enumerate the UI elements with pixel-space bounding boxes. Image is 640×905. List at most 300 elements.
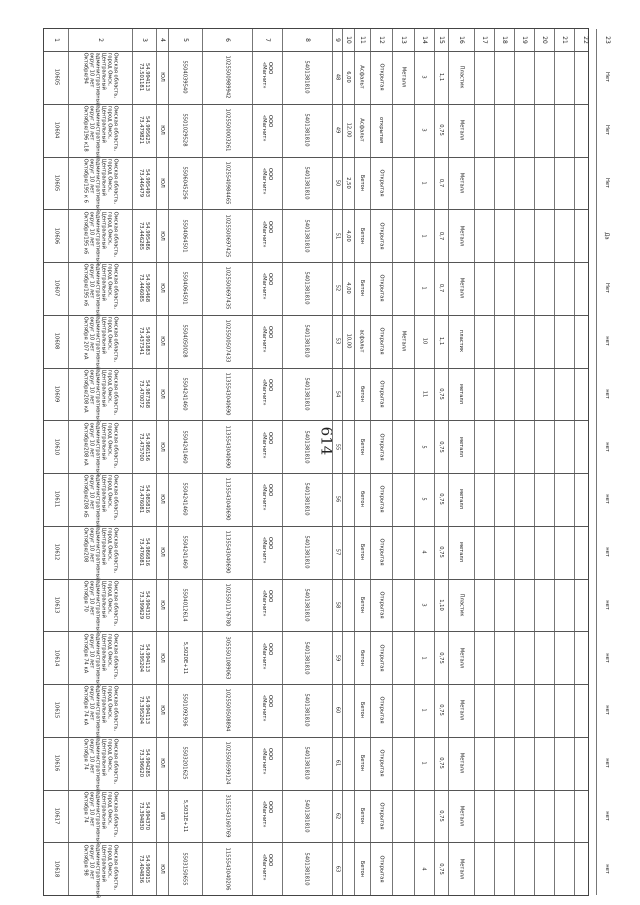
table-cell-text: 10606 [52, 227, 59, 244]
column-header [514, 29, 534, 51]
table-cell-text: 1025500003261 [224, 108, 230, 152]
table-cell [354, 315, 370, 368]
table-cell [596, 737, 618, 790]
column-header-text: 15 [437, 36, 445, 44]
table-cell [354, 579, 370, 632]
table-cell [434, 209, 448, 262]
table-cell-text: 5401381810 [303, 377, 310, 411]
table-cell-text: 10607 [52, 280, 59, 297]
table-cell [156, 842, 168, 895]
table-cell [252, 157, 282, 210]
table-cell [156, 631, 168, 684]
table-cell [448, 526, 474, 579]
table-cell-text: 1 [421, 286, 427, 291]
table-cell [282, 209, 332, 262]
table-cell-text: 1135543040690 [224, 477, 230, 521]
table-cell [202, 420, 252, 473]
table-cell-text: 5401381810 [303, 219, 310, 253]
table-cell [342, 209, 354, 262]
table-cell-text: 54.995625 73.479821 [138, 116, 150, 145]
table-cell-text: 0,7 [438, 178, 444, 187]
column-header [434, 29, 448, 51]
table-cell-text: Открытая [378, 327, 385, 355]
table-cell-text: ЮЛ [158, 705, 165, 716]
table-cell [434, 420, 448, 473]
table-cell [252, 737, 282, 790]
table-cell [252, 526, 282, 579]
table-cell [448, 262, 474, 315]
table-cell [342, 157, 354, 210]
table-cell [252, 368, 282, 421]
table-cell [596, 579, 618, 632]
table-cell [156, 684, 168, 737]
table-cell [370, 790, 392, 843]
table-cell [202, 157, 252, 210]
table-cell [156, 315, 168, 368]
table-cell [354, 420, 370, 473]
table-cell-text: 60 [333, 707, 340, 714]
table-cell [370, 737, 392, 790]
column-header [596, 29, 618, 51]
page-number: 614 [317, 426, 336, 456]
table-cell [448, 684, 474, 737]
column-header [370, 29, 392, 51]
table-cell [156, 737, 168, 790]
table-cell-text: ООО «Магнит» [261, 167, 273, 195]
table-cell-text: 1025501176780 [224, 583, 230, 627]
table-cell [434, 262, 448, 315]
table-cell-text: 54.994113 73.395204 [138, 643, 150, 672]
table-cell [132, 104, 156, 157]
table-cell-text: ЮЛ [158, 336, 165, 346]
table-cell [332, 631, 342, 684]
table-cell-text: 5401381810 [303, 799, 310, 833]
column-header [282, 29, 332, 51]
table-cell-text: ООО «Магнит» [261, 378, 273, 406]
table-cell-text: нет [603, 863, 610, 874]
table-cell [596, 684, 618, 737]
table-cell-text: Асфальт [359, 118, 366, 142]
table-cell-text: 63 [333, 865, 340, 872]
table-cell-text: ООО «Магнит» [261, 62, 273, 89]
table-cell-text: 10604 [52, 121, 59, 139]
table-cell [156, 473, 168, 526]
table-cell-text: 4 [421, 550, 427, 554]
table-cell-text: 54.991883 73.437341 [138, 327, 150, 356]
table-cell [414, 51, 434, 104]
table-cell-text: 5504064501 [181, 271, 188, 305]
column-header [494, 29, 514, 51]
table-cell-text: 3 [421, 128, 427, 132]
table-cell-text: 5401381810 [303, 166, 310, 200]
table-cell [596, 526, 618, 579]
table-cell [434, 737, 448, 790]
table-cell [448, 368, 474, 421]
table-cell [434, 473, 448, 526]
table-cell-text: 3055501089063 [224, 636, 230, 680]
table-cell-text: Бетон [359, 807, 365, 825]
table-cell-text: 10610 [52, 438, 59, 455]
column-header-text: 7 [263, 38, 271, 42]
table-cell [202, 473, 252, 526]
table-cell [448, 420, 474, 473]
table-cell [370, 579, 392, 632]
column-header-text: 20 [540, 36, 548, 44]
table-cell [132, 737, 156, 790]
table-cell-text: асфальт [359, 329, 366, 353]
table-cell-text: 3 [421, 603, 427, 607]
table-cell [282, 262, 332, 315]
table-cell [202, 51, 252, 104]
column-header-text: 12 [377, 36, 385, 44]
table-cell [132, 51, 156, 104]
table-cell [448, 104, 474, 157]
table-cell-text: Омская область, город Омск, Центральный административный округ 10 лет Октября 70 [82, 580, 118, 634]
table-cell [370, 157, 392, 210]
table-cell-text: 61 [333, 759, 340, 767]
table-cell [434, 157, 448, 210]
table-cell [596, 315, 618, 368]
table-cell-text: пластик [457, 329, 464, 353]
table-cell [332, 737, 342, 790]
table-cell [68, 51, 132, 107]
table-cell-text: 5401381810 [303, 271, 310, 305]
table-cell [332, 315, 342, 368]
table-cell [370, 526, 392, 579]
table-cell [132, 473, 156, 526]
column-header-text: 13 [399, 36, 407, 44]
table-cell [44, 209, 68, 262]
table-cell [68, 737, 132, 793]
table-cell-text: 10614 [52, 649, 59, 666]
table-cell-text: 5401381810 [303, 324, 310, 358]
table-cell [68, 368, 132, 421]
table-cell-text: бетон [358, 491, 365, 508]
table-cell-text: ООО «Магнит» [261, 115, 273, 142]
table-cell [68, 790, 132, 843]
table-cell [202, 368, 252, 421]
table-cell [156, 790, 168, 843]
table-cell [282, 420, 332, 473]
table-cell [282, 790, 332, 843]
table-cell-text: 0,75 [438, 757, 444, 769]
table-cell-text: 52 [333, 285, 340, 292]
table-cell [202, 526, 252, 579]
table-cell-text: нет [603, 389, 610, 399]
table-cell [168, 51, 202, 104]
table-cell [168, 104, 202, 157]
table-cell [132, 209, 156, 262]
table-cell-text: 1 [421, 655, 427, 660]
table-cell [434, 684, 448, 737]
column-header-text: 9 [333, 38, 341, 42]
table-cell-text: 54.990915 73.404836 [138, 854, 150, 883]
table-cell-text: Омская область, город Омск, Центральный административный округ 10 лет Октября 74 кА [82, 633, 118, 687]
table-cell-text: 10613 [52, 596, 59, 614]
table-cell [44, 684, 68, 737]
table-cell [132, 631, 156, 684]
table-cell-text: 5,5020E+11 [181, 641, 188, 674]
table-cell-text: Асфальт [359, 65, 366, 90]
table-cell [252, 420, 282, 473]
table-cell-text: 1025500697435 [224, 266, 230, 310]
table-cell-text: 1025500508894 [224, 688, 230, 732]
table-cell [354, 737, 370, 790]
table-cell [596, 157, 618, 210]
column-header-text: 3 [140, 38, 148, 42]
column-header [474, 29, 494, 51]
table-cell [202, 262, 252, 315]
table-cell-text: 10609 [52, 385, 59, 403]
table-cell-text: ЮЛ [158, 600, 165, 610]
column-header-text: 2 [96, 38, 104, 42]
table-cell [332, 104, 342, 157]
table-cell-text: 55 [333, 443, 340, 450]
table-cell [168, 631, 202, 684]
table-cell [282, 104, 332, 157]
table-cell-text: 3155543160769 [224, 794, 230, 838]
table-cell [252, 631, 282, 684]
table-cell-text: 0,75 [438, 862, 444, 875]
table-cell [282, 526, 332, 579]
table-cell-text: нет [603, 652, 610, 663]
table-cell-text: ООО «Магнит» [261, 326, 273, 353]
column-header-text: 17 [480, 36, 488, 44]
table-cell [370, 315, 392, 368]
table-cell-text: 58 [333, 601, 340, 609]
table-cell-text: Омская область, город Омск, Центральный административный округ 10 лет Октября 207 кА [82, 316, 118, 371]
table-cell [68, 631, 132, 687]
table-cell-text: Пластик [458, 593, 464, 617]
column-header [202, 29, 252, 51]
table-cell [332, 684, 342, 737]
table-cell [282, 631, 332, 684]
table-cell-text: 54.986816 73.476081 [138, 538, 150, 567]
table-cell-text: 54.994310 73.399629 [138, 590, 150, 619]
table-cell-text: 1 [421, 761, 427, 765]
table-cell [414, 631, 434, 684]
table-cell-text: 6,00 [345, 71, 351, 84]
table-cell-text: Нет [604, 283, 610, 294]
table-cell [132, 368, 156, 421]
table-cell [282, 473, 332, 526]
table-cell [434, 368, 448, 421]
table-cell [252, 684, 282, 737]
table-cell [202, 631, 252, 684]
table-cell-text: Металл [458, 805, 464, 827]
table-cell [332, 420, 342, 473]
table-cell-text: 1,10 [438, 599, 444, 611]
table-cell-text: бетон [358, 385, 365, 402]
table-cell-text: металл [458, 489, 464, 510]
table-cell [448, 579, 474, 632]
table-cell [68, 315, 132, 371]
table-cell-text: Бетон [359, 174, 365, 192]
table-cell [332, 579, 342, 632]
table-cell-text: Омская область, город Омск, Центральный административный округ 10 лет Октября/208 кА [82, 422, 118, 476]
table-cell-text: 10 [420, 337, 427, 345]
table-cell [68, 420, 132, 476]
table-cell-text: ЮЛ [158, 652, 165, 663]
table-cell-text: Открытая [378, 802, 385, 830]
table-cell [282, 842, 332, 895]
table-cell-text: 59 [333, 654, 340, 661]
column-header [414, 29, 434, 51]
table-cell-text: 11 [420, 390, 427, 398]
table-cell-text: Омская область, город Омск, Центральный административный округ 10 лет Октября 98 [82, 844, 118, 898]
table-cell [414, 842, 434, 895]
table-cell-text: 56 [333, 496, 340, 503]
table-cell-text: нет [603, 600, 610, 610]
table-cell [44, 51, 68, 104]
table-cell [44, 579, 68, 632]
column-header-text: 11 [358, 36, 366, 44]
table-cell-text: ЮЛ [158, 230, 165, 241]
table-cell-text: 5504012614 [181, 588, 188, 622]
table-cell-text: ООО «Магнит» [261, 695, 273, 722]
column-header [342, 29, 354, 51]
table-cell [252, 262, 282, 315]
table-cell-text: 5401381810 [303, 113, 310, 147]
table-cell [596, 262, 618, 315]
table-cell-text: 5503201625 [181, 746, 188, 780]
table-cell-text: Открытая [378, 749, 385, 777]
table-cell [434, 790, 448, 843]
table-cell [132, 315, 156, 368]
table-cell-text: 49 [333, 126, 340, 134]
column-header-text: 14 [420, 36, 428, 44]
table-cell [168, 790, 202, 843]
table-cell-text: 4 [421, 866, 427, 871]
table-cell-text: 1,1 [438, 73, 444, 82]
column-header-text: 18 [500, 36, 508, 44]
table-cell-text: Бетон [359, 596, 365, 614]
table-cell-text: 5501092936 [181, 693, 188, 727]
table-cell-text: Нет [604, 177, 610, 188]
column-header-text: 16 [457, 36, 465, 44]
table-cell [44, 526, 68, 579]
table-cell-text: 10612 [52, 543, 59, 561]
table-cell-text: 5504241460 [181, 482, 188, 516]
table-cell [354, 368, 370, 421]
table-cell [252, 315, 282, 368]
table-cell-text: 1,1 [438, 337, 444, 346]
column-header-text: 4 [158, 38, 166, 42]
table-cell-text: Пластик [458, 65, 464, 89]
table-cell-text: 12,00 [345, 122, 352, 138]
table-cell-text: нет [603, 758, 610, 768]
table-cell [44, 315, 68, 368]
table-cell-text: 1 [421, 708, 427, 713]
table-cell-text: ЮЛ [158, 125, 165, 135]
column-header [534, 29, 554, 51]
table-cell-text: 54.995493 73.446479 [138, 168, 150, 197]
column-header [132, 29, 156, 51]
table-cell [202, 209, 252, 262]
table-cell [354, 262, 370, 315]
table-cell-text: 10618 [52, 860, 59, 877]
table-cell [156, 157, 168, 210]
column-header-text: 22 [581, 36, 589, 44]
table-cell [370, 842, 392, 895]
table-cell-text: 10617 [52, 807, 59, 825]
table-cell [168, 315, 202, 368]
table-cell-text: Бетон [359, 543, 365, 561]
table-cell-text: ООО «Магнит» [261, 484, 273, 511]
table-cell-text: Бетон [359, 227, 365, 244]
table-cell-text: Металл [400, 67, 406, 88]
table-cell [596, 790, 618, 843]
table-cell-text: 0,7 [438, 231, 444, 240]
table-cell [168, 420, 202, 473]
table-cell [596, 104, 618, 157]
table-cell-text: Открытая [378, 485, 385, 513]
table-cell-text: Металл [458, 225, 464, 246]
table-cell [370, 104, 392, 157]
table-cell-text: 1025540984465 [224, 161, 230, 205]
table-cell [202, 684, 252, 737]
column-header [354, 29, 370, 51]
table-cell-text: 1135543040690 [224, 425, 230, 469]
table-cell-text: металл [458, 542, 464, 563]
table-cell-text: Омская область, город Омск, Центральный административный округ 10 лет Октября/208 [82, 527, 118, 582]
table-cell [282, 368, 332, 421]
table-cell-text: Бетон [359, 438, 365, 455]
table-cell-text: 5401381810 [303, 430, 310, 464]
table-cell-text: Да [603, 232, 610, 240]
table-cell-text: 10608 [52, 332, 59, 350]
column-header-text: 19 [520, 36, 528, 44]
table-cell-text: 3 [421, 75, 427, 80]
table-cell-text: 0,75 [438, 388, 444, 400]
table-cell [414, 368, 434, 421]
table-cell [44, 368, 68, 421]
table-cell [132, 262, 156, 315]
column-header [554, 29, 574, 51]
table-cell-text: 1135543040690 [224, 372, 230, 416]
table-cell-text: 0,75 [438, 651, 444, 664]
table-cell [448, 737, 474, 790]
table-cell [132, 579, 156, 632]
table-cell-text: Омская область, город Омск, Центральный административный округ 10 лет Октября 74 [82, 791, 118, 845]
table-cell [448, 51, 474, 104]
table-cell [68, 473, 132, 529]
table-cell [332, 473, 342, 526]
table-cell-text: 54.994113 73.501181 [138, 63, 150, 92]
table-cell-text: 5401381810 [303, 60, 310, 94]
column-header [168, 29, 202, 51]
table-cell [332, 790, 342, 843]
table-cell [448, 315, 474, 368]
table-cell-text: 1 [421, 181, 427, 185]
table-cell [156, 209, 168, 262]
table-cell-text: ООО «Магнит» [261, 853, 273, 881]
table-cell-text: 4,00 [345, 282, 351, 295]
table-cell-text: ООО «Магнит» [261, 748, 273, 775]
table-cell-text: 10605 [52, 174, 59, 192]
table-cell-text: 1025500599124 [224, 741, 230, 785]
table-cell [342, 315, 354, 368]
table-cell [434, 315, 448, 368]
table-cell [434, 842, 448, 895]
table-cell [354, 684, 370, 737]
table-cell [68, 684, 132, 740]
table-cell [44, 790, 68, 843]
table-cell-text: 53 [333, 337, 340, 345]
table-cell [414, 104, 434, 157]
table-cell [332, 209, 342, 262]
table-cell-text: 54.995486 73.446285 [138, 221, 150, 250]
